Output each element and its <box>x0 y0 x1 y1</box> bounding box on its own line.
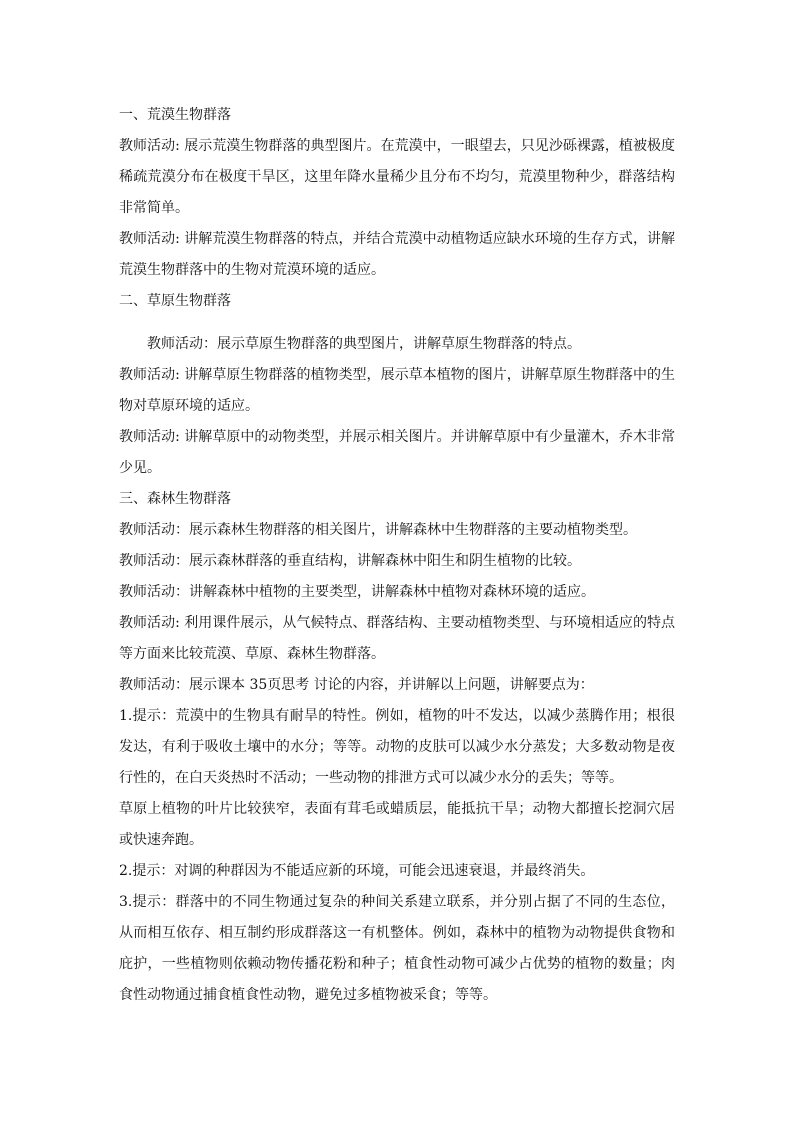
answer-item-3: 3.提示：群落中的不同生物通过复杂的种间关系建立联系，并分别占据了不同的生态位，从而相互依存、相互制约形成群落这一有机整体。例如，森林中的植物为动物提供食物和庇护，一些植物则依赖动物传播花粉和种子；植食性动物可减少占优势的植物的数量；肉食性动物通过捕食植食性动物，避免过多植物被采食；等等。 <box>119 894 675 1003</box>
paragraph-indented: 教师活动：展示草原生物群落的典型图片，讲解草原生物群落的特点。 <box>147 336 581 352</box>
paragraph: 教师活动: 讲解草原中的动物类型，并展示相关图片。并讲解草原中有少量灌木，乔木非常少见。 <box>119 429 675 476</box>
paragraph: 教师活动：展示课本 35页思考 讨论的内容，并讲解以上问题，讲解要点为： <box>119 677 594 693</box>
paragraph: 教师活动：展示森林群落的垂直结构，讲解森林中阳生和阴生植物的比较。 <box>119 553 581 569</box>
paragraph: 教师活动：讲解森林中植物的主要类型，讲解森林中植物对森林环境的适应。 <box>119 584 595 600</box>
paragraph: 教师活动: 讲解草原生物群落的植物类型，展示草本植物的图片，讲解草原生物群落中的生物对草原环境的适应。 <box>119 367 675 414</box>
answer-item-2: 2.提示：对调的种群因为不能适应新的环境，可能会迅速衰退，并最终消失。 <box>119 863 595 879</box>
answer-item-1: 1.提示：荒漠中的生物具有耐旱的特性。例如，植物的叶不发达，以减少蒸腾作用；根很发达，有利于吸收土壤中的水分；等等。动物的皮肤可以减少水分蒸发；大多数动物是夜行性的，在白天炎热时不活动；一些动物的排泄方式可以减少水分的丢失；等等。 <box>119 708 675 786</box>
paragraph: 教师活动: 利用课件展示，从气候特点、群落结构、主要动植物类型、与环境相适应的特点等方面来比较荒漠、草原、森林生物群落。 <box>119 615 675 662</box>
paragraph: 教师活动: 讲解荒漠生物群落的特点，并结合荒漠中动植物适应缺水环境的生存方式，讲解荒漠生物群落中的生物对荒漠环境的适应。 <box>119 231 675 278</box>
answer-item-1-continued: 草原上植物的叶片比较狭窄，表面有茸毛或蜡质层，能抵抗干旱；动物大都擅长挖洞穴居或快速奔跑。 <box>119 801 675 848</box>
document-body <box>119 100 675 1011</box>
paragraph: 教师活动: 展示荒漠生物群落的典型图片。在荒漠中，一眼望去，只见沙砾裸露，植被极度稀疏荒漠分布在极度干旱区，这里年降水量稀少且分布不均匀，荒漠里物种少，群落结构非常简单。 <box>119 138 675 216</box>
paragraph: 教师活动：展示森林生物群落的相关图片，讲解森林中生物群落的主要动植物类型。 <box>119 522 637 538</box>
section-heading-forest: 三、森林生物群落 <box>119 491 231 507</box>
section-heading-desert: 一、荒漠生物群落 <box>119 107 231 123</box>
section-heading-grassland: 二、草原生物群落 <box>119 293 231 309</box>
